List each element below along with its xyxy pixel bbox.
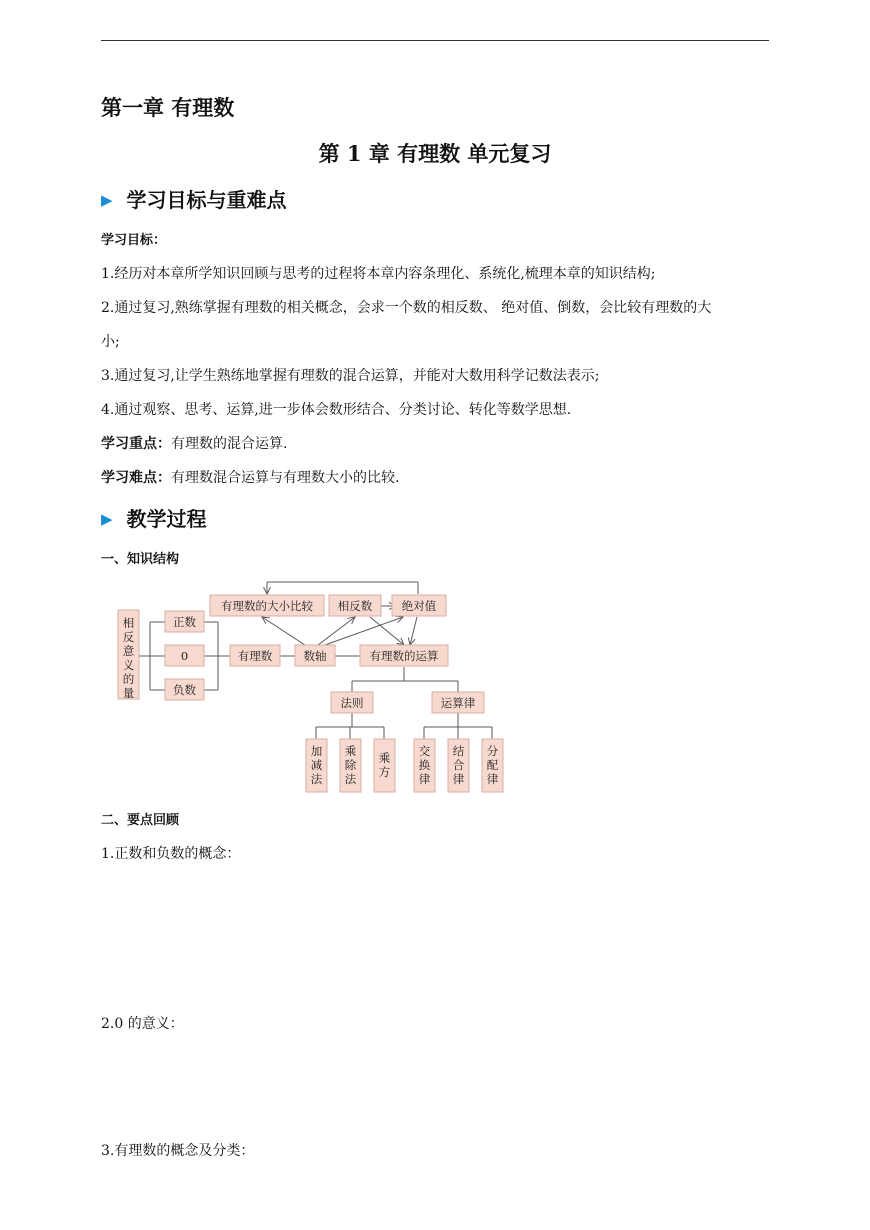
section-goals-label: 学习目标与重难点	[126, 188, 287, 212]
node-compare-label: 有理数的大小比较	[221, 599, 313, 613]
node-distributive-char: 配	[486, 758, 499, 772]
node-zero-label: 0	[180, 649, 189, 663]
goal-item-1: 1.经历对本章所学知识回顾与思考的过程将本章内容条理化、系统化,梳理本章的知识结构;	[101, 266, 656, 282]
node-quantity-char: 反	[122, 630, 135, 644]
node-rules	[331, 692, 373, 713]
node-power-char: 乘	[378, 751, 391, 765]
section-process-label: 教学过程	[126, 507, 207, 531]
node-zero	[165, 645, 204, 666]
node-laws	[432, 692, 484, 713]
node-opposite-label: 相反数	[337, 599, 373, 613]
triangle-bullet-icon: ▶	[101, 191, 113, 209]
review-item-3: 3.有理数的概念及分类：	[101, 1143, 255, 1159]
goal-item-3: 3.通过复习,让学生熟练地掌握有理数的混合运算，并能对大数用科学记数法表示;	[101, 368, 600, 384]
review-item-2: 2.0 的意义：	[101, 1016, 184, 1032]
chapter-heading: 第一章 有理数	[101, 95, 235, 120]
node-axis	[295, 645, 335, 666]
goal-item-2-cont: 小;	[101, 334, 120, 350]
node-power-char: 方	[378, 765, 391, 779]
node-associative	[448, 739, 469, 792]
node-add-sub	[306, 739, 327, 792]
node-commutative-char: 换	[418, 758, 431, 772]
node-rational-label: 有理数	[237, 649, 273, 663]
key-point-text: 有理数的混合运算.	[171, 436, 288, 452]
node-opposite	[329, 595, 381, 616]
node-mul-div-char: 除	[344, 758, 357, 772]
node-rules-label: 法则	[340, 696, 364, 710]
node-quantity	[118, 610, 139, 700]
difficulty-text: 有理数混合运算与有理数大小的比较.	[171, 470, 400, 486]
node-quantity-char: 义	[122, 658, 135, 672]
node-negative	[165, 679, 204, 700]
node-commutative-char: 交	[418, 744, 431, 758]
node-operations	[360, 645, 448, 666]
node-quantity-char: 量	[122, 686, 135, 700]
node-positive	[165, 611, 204, 632]
node-quantity-char: 的	[122, 672, 135, 686]
node-compare	[210, 595, 324, 616]
node-associative-char: 律	[452, 772, 465, 786]
node-positive-label: 正数	[173, 615, 196, 629]
node-distributive	[482, 739, 503, 792]
node-quantity-char: 意	[122, 644, 135, 658]
node-distributive-char: 分	[486, 744, 499, 758]
goals-label: 学习目标：	[101, 233, 167, 248]
node-quantity-char: 相	[122, 616, 135, 630]
node-power	[374, 739, 395, 792]
goal-item-4: 4.通过观察、思考、运算,进一步体会数形结合、分类讨论、转化等数学思想.	[101, 402, 572, 418]
node-commutative-char: 律	[418, 772, 431, 786]
review-item-1: 1.正数和负数的概念：	[101, 846, 241, 862]
node-operations-label: 有理数的运算	[369, 649, 439, 663]
node-distributive-char: 律	[486, 772, 499, 786]
structure-heading: 一、知识结构	[101, 552, 180, 567]
triangle-bullet-icon: ▶	[101, 510, 113, 528]
node-absolute-label: 绝对值	[401, 599, 437, 613]
page-title: 第 1 章 有理数 单元复习	[318, 141, 552, 166]
node-negative-label: 负数	[173, 683, 196, 697]
key-point-label: 学习重点：	[101, 436, 171, 452]
node-add-sub-char: 加	[310, 744, 323, 758]
node-mul-div-char: 乘	[344, 744, 357, 758]
node-associative-char: 结	[452, 744, 465, 758]
node-mul-div	[340, 739, 361, 792]
node-commutative	[414, 739, 435, 792]
node-absolute	[392, 595, 446, 616]
node-mul-div-char: 法	[344, 772, 357, 786]
node-axis-label: 数轴	[303, 649, 327, 663]
node-rational	[230, 645, 280, 666]
node-add-sub-char: 减	[310, 758, 323, 772]
node-associative-char: 合	[452, 758, 465, 772]
goal-item-2: 2.通过复习,熟练掌握有理数的相关概念，会求一个数的相反数、 绝对值、倒数，会比较有理数的大	[101, 300, 712, 316]
node-laws-label: 运算律	[440, 696, 476, 710]
node-add-sub-char: 法	[310, 772, 323, 786]
difficulty-label: 学习难点：	[101, 470, 171, 486]
review-heading: 二、要点回顾	[101, 813, 180, 828]
